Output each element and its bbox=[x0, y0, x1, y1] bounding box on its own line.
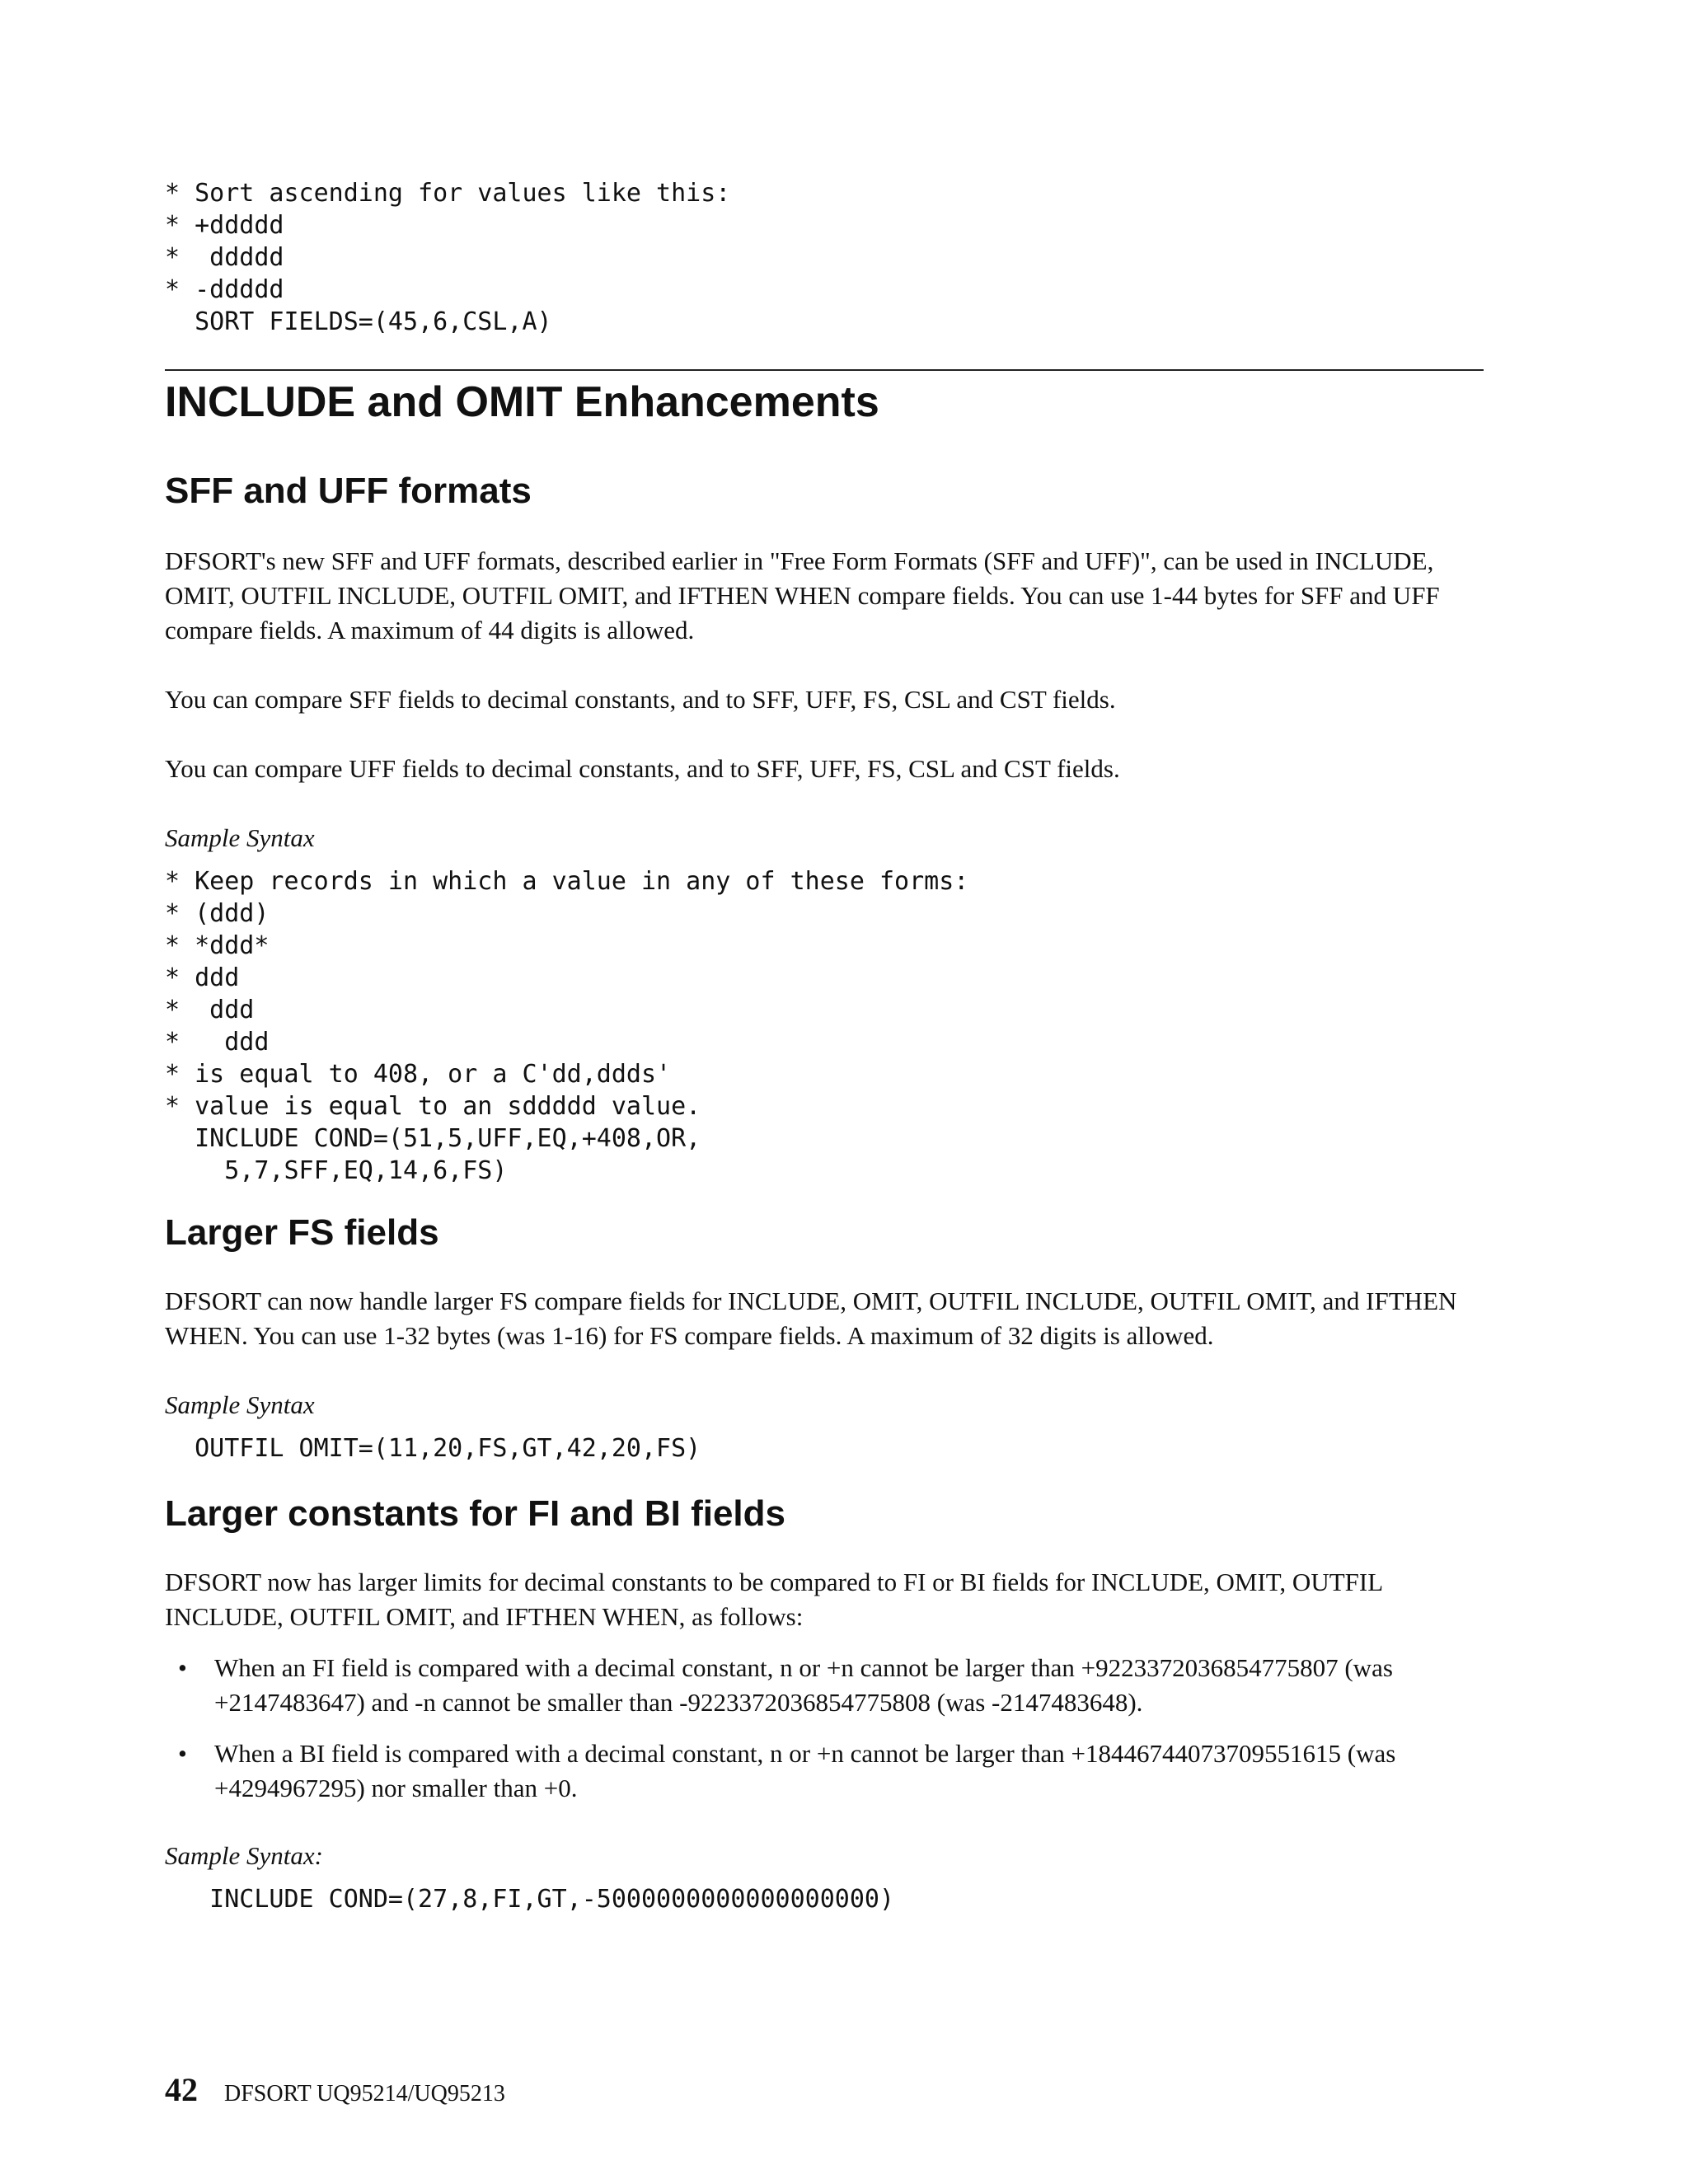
bullet-text: When an FI field is compared with a decimal constant, n or +n cannot be larger than +9223372036854775807 (was +2147483647) and -n cannot be smaller than -9223372036854775808 (was -2147483648). bbox=[214, 1653, 1393, 1717]
sort-code-sample: * Sort ascending for values like this: * +ddddd * ddddd * -ddddd SORT FIELDS=(45,6,CSL,A) bbox=[165, 179, 731, 336]
bullet-icon: • bbox=[178, 1739, 187, 1768]
bullet-bi-limits bbox=[165, 1736, 1484, 1806]
larger-constants-paragraph: DFSORT now has larger limits for decimal constants to be compared to FI or BI fields for INCLUDE, OMIT, OUTFIL INCLUDE, OUTFIL OMIT, and IFTHEN WHEN, as follows: bbox=[165, 1568, 1382, 1631]
document-id: DFSORT UQ95214/UQ95213 bbox=[224, 2081, 505, 2107]
larger-constants-sample-label: Sample Syntax: bbox=[165, 1841, 323, 1870]
heading-sff-uff: SFF and UFF formats bbox=[165, 471, 532, 511]
sff-uff-paragraph-2: You can compare SFF fields to decimal constants, and to SFF, UFF, FS, CSL and CST fields. bbox=[165, 685, 1116, 714]
larger-fs-sample-label: Sample Syntax bbox=[165, 1390, 315, 1419]
page-footer bbox=[165, 2070, 505, 2109]
heading-larger-constants: Larger constants for FI and BI fields bbox=[165, 1493, 786, 1534]
larger-fs-paragraph: DFSORT can now handle larger FS compare fields for INCLUDE, OMIT, OUTFIL INCLUDE, OUTFIL OMIT, and IFTHEN WHEN. You can use 1-32 bytes (was 1-16) for FS compare fields. A maximum of 32 digits is allowed. bbox=[165, 1286, 1457, 1350]
sff-uff-sample-label: Sample Syntax bbox=[165, 823, 315, 852]
limits-bullet-list bbox=[165, 1651, 1484, 1806]
heading-larger-fs: Larger FS fields bbox=[165, 1212, 439, 1253]
bullet-fi-limits bbox=[165, 1651, 1484, 1720]
larger-constants-code-sample: INCLUDE COND=(27,8,FI,GT,-5000000000000000000) bbox=[165, 1885, 895, 1914]
document-page bbox=[165, 177, 1484, 1915]
sff-uff-paragraph-1: DFSORT's new SFF and UFF formats, described earlier in "Free Form Formats (SFF and UFF)", can be used in INCLUDE, OMIT, OUTFIL INCLUDE, OUTFIL OMIT, and IFTHEN WHEN compare fields. You can use 1-44 bytes for SFF and UFF compare fields. A maximum of 44 digits is allowed. bbox=[165, 546, 1440, 644]
bullet-text: When a BI field is compared with a decimal constant, n or +n cannot be larger than +18446744073709551615 (was +4294967295) nor smaller than +0. bbox=[214, 1739, 1396, 1802]
sff-uff-paragraph-3: You can compare UFF fields to decimal constants, and to SFF, UFF, FS, CSL and CST fields. bbox=[165, 754, 1120, 783]
page-number: 42 bbox=[165, 2071, 198, 2108]
sff-uff-code-sample: * Keep records in which a value in any of these forms: * (ddd) * *ddd* * ddd * ddd * ddd * is equal to 408, or a C'dd,ddds' * value is equal to an sddddd value. INCLUDE COND=(51,5,UFF,EQ,+408,OR, 5,7,SFF,EQ,14,6,FS) bbox=[165, 867, 969, 1185]
larger-fs-code-sample: OUTFIL OMIT=(11,20,FS,GT,42,20,FS) bbox=[165, 1434, 701, 1463]
bullet-icon: • bbox=[178, 1653, 187, 1682]
section-title: INCLUDE and OMIT Enhancements bbox=[165, 378, 879, 426]
